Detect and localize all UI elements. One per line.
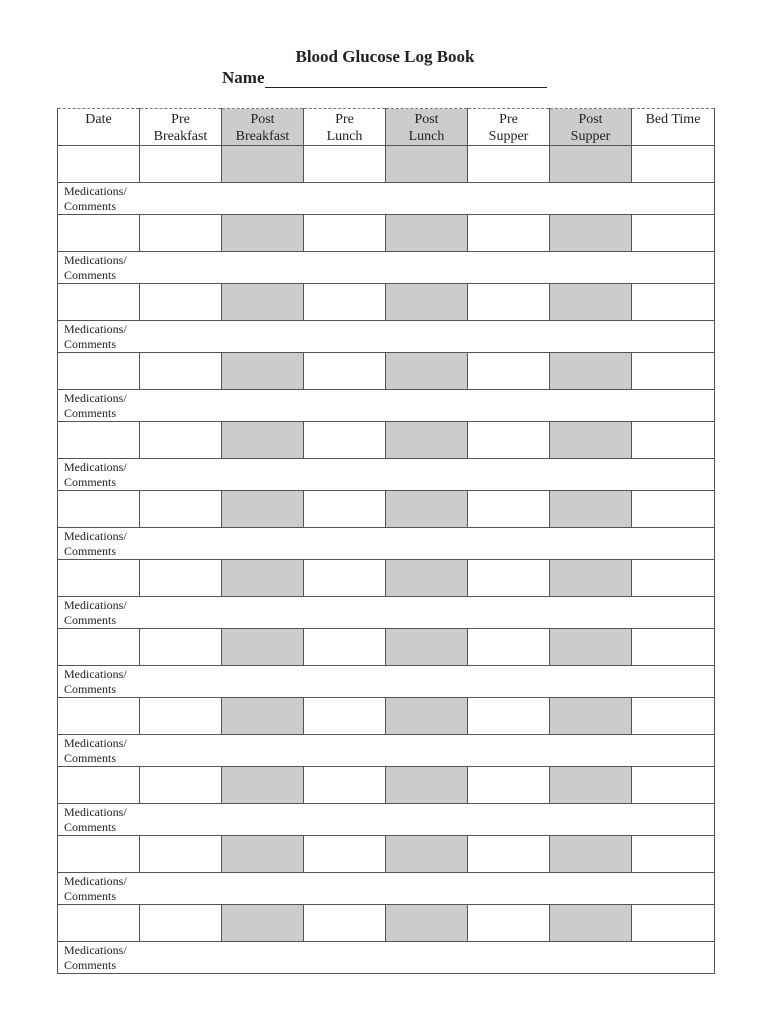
medications-comments-cell[interactable]: Medications/ Comments — [58, 942, 715, 974]
header-row — [58, 109, 715, 146]
comment-row — [58, 666, 715, 698]
comment-row — [58, 528, 715, 560]
comment-row — [58, 942, 715, 974]
reading-cell[interactable] — [140, 698, 222, 735]
reading-cell[interactable] — [386, 836, 468, 873]
reading-cell[interactable] — [140, 629, 222, 666]
reading-cell[interactable] — [222, 353, 304, 390]
column-header: Pre Lunch — [304, 109, 386, 146]
medications-comments-cell[interactable]: Medications/ Comments — [58, 873, 715, 905]
reading-cell[interactable] — [140, 422, 222, 459]
column-header: Post Lunch — [386, 109, 468, 146]
column-header: Post Supper — [550, 109, 632, 146]
reading-cell[interactable] — [222, 284, 304, 321]
reading-cell[interactable] — [58, 422, 140, 459]
reading-cell[interactable] — [632, 629, 715, 666]
column-header: Bed Time — [632, 109, 715, 146]
reading-cell[interactable] — [140, 836, 222, 873]
reading-cell[interactable] — [468, 491, 550, 528]
reading-cell[interactable] — [140, 353, 222, 390]
reading-cell[interactable] — [304, 560, 386, 597]
glucose-log-table — [57, 108, 715, 974]
reading-cell[interactable] — [222, 491, 304, 528]
reading-cell[interactable] — [632, 560, 715, 597]
comment-row — [58, 183, 715, 215]
column-header: Post Breakfast — [222, 109, 304, 146]
reading-cell[interactable] — [468, 353, 550, 390]
column-header: Pre Breakfast — [140, 109, 222, 146]
reading-cell[interactable] — [386, 629, 468, 666]
comment-row — [58, 459, 715, 491]
reading-cell[interactable] — [140, 215, 222, 252]
reading-cell[interactable] — [632, 422, 715, 459]
reading-cell[interactable] — [386, 284, 468, 321]
name-blank-line[interactable] — [265, 70, 547, 88]
reading-cell[interactable] — [550, 353, 632, 390]
reading-cell[interactable] — [58, 146, 140, 183]
reading-row — [58, 146, 715, 183]
reading-cell[interactable] — [550, 698, 632, 735]
medications-comments-cell[interactable]: Medications/ Comments — [58, 459, 715, 491]
comment-row — [58, 873, 715, 905]
reading-cell[interactable] — [468, 215, 550, 252]
reading-row — [58, 767, 715, 804]
reading-cell[interactable] — [468, 422, 550, 459]
reading-cell[interactable] — [468, 767, 550, 804]
reading-row — [58, 491, 715, 528]
reading-row — [58, 836, 715, 873]
reading-cell[interactable] — [304, 146, 386, 183]
reading-cell[interactable] — [468, 560, 550, 597]
medications-comments-cell[interactable]: Medications/ Comments — [58, 183, 715, 215]
reading-cell[interactable] — [550, 836, 632, 873]
reading-cell[interactable] — [222, 422, 304, 459]
reading-cell[interactable] — [304, 284, 386, 321]
name-field — [222, 68, 547, 88]
reading-cell[interactable] — [468, 284, 550, 321]
reading-cell[interactable] — [468, 629, 550, 666]
reading-row — [58, 629, 715, 666]
reading-cell[interactable] — [550, 284, 632, 321]
reading-row — [58, 215, 715, 252]
reading-cell[interactable] — [58, 215, 140, 252]
reading-cell[interactable] — [222, 905, 304, 942]
reading-cell[interactable] — [632, 767, 715, 804]
medications-comments-cell[interactable]: Medications/ Comments — [58, 321, 715, 353]
reading-cell[interactable] — [304, 698, 386, 735]
reading-cell[interactable] — [304, 767, 386, 804]
reading-cell[interactable] — [468, 146, 550, 183]
reading-cell[interactable] — [140, 560, 222, 597]
reading-cell[interactable] — [58, 284, 140, 321]
reading-cell[interactable] — [304, 629, 386, 666]
reading-cell[interactable] — [632, 491, 715, 528]
reading-cell[interactable] — [222, 215, 304, 252]
reading-cell[interactable] — [632, 698, 715, 735]
reading-cell[interactable] — [550, 491, 632, 528]
medications-comments-cell[interactable]: Medications/ Comments — [58, 804, 715, 836]
comment-row — [58, 804, 715, 836]
reading-cell[interactable] — [304, 836, 386, 873]
reading-cell[interactable] — [550, 905, 632, 942]
page-title: Blood Glucose Log Book — [295, 47, 475, 66]
reading-cell[interactable] — [468, 905, 550, 942]
reading-cell[interactable] — [222, 698, 304, 735]
medications-comments-cell[interactable]: Medications/ Comments — [58, 735, 715, 767]
reading-cell[interactable] — [632, 353, 715, 390]
column-header: Pre Supper — [468, 109, 550, 146]
reading-cell[interactable] — [550, 767, 632, 804]
reading-cell[interactable] — [550, 629, 632, 666]
reading-cell[interactable] — [140, 905, 222, 942]
reading-row — [58, 698, 715, 735]
reading-row — [58, 905, 715, 942]
reading-cell[interactable] — [632, 284, 715, 321]
reading-cell[interactable] — [140, 767, 222, 804]
reading-cell[interactable] — [58, 905, 140, 942]
reading-cell[interactable] — [58, 698, 140, 735]
reading-cell[interactable] — [386, 560, 468, 597]
medications-comments-cell[interactable]: Medications/ Comments — [58, 390, 715, 422]
reading-cell[interactable] — [550, 422, 632, 459]
reading-cell[interactable] — [632, 905, 715, 942]
reading-cell[interactable] — [304, 905, 386, 942]
reading-cell[interactable] — [632, 215, 715, 252]
reading-row — [58, 422, 715, 459]
reading-cell[interactable] — [386, 491, 468, 528]
reading-cell[interactable] — [140, 284, 222, 321]
reading-cell[interactable] — [58, 491, 140, 528]
reading-cell[interactable] — [468, 836, 550, 873]
reading-cell[interactable] — [386, 767, 468, 804]
reading-cell[interactable] — [222, 146, 304, 183]
reading-cell[interactable] — [222, 767, 304, 804]
reading-cell[interactable] — [222, 629, 304, 666]
reading-cell[interactable] — [140, 491, 222, 528]
reading-cell[interactable] — [386, 698, 468, 735]
column-header: Date — [58, 109, 140, 146]
reading-cell[interactable] — [386, 353, 468, 390]
comment-row — [58, 321, 715, 353]
reading-cell[interactable] — [386, 905, 468, 942]
reading-cell[interactable] — [386, 215, 468, 252]
reading-row — [58, 353, 715, 390]
reading-row — [58, 560, 715, 597]
reading-cell[interactable] — [58, 629, 140, 666]
reading-cell[interactable] — [222, 560, 304, 597]
medications-comments-cell[interactable]: Medications/ Comments — [58, 597, 715, 629]
reading-cell[interactable] — [386, 422, 468, 459]
reading-cell[interactable] — [58, 353, 140, 390]
reading-row — [58, 284, 715, 321]
medications-comments-cell[interactable]: Medications/ Comments — [58, 252, 715, 284]
comment-row — [58, 735, 715, 767]
reading-cell[interactable] — [304, 491, 386, 528]
name-label: Name — [222, 68, 265, 87]
reading-cell[interactable] — [632, 146, 715, 183]
reading-cell[interactable] — [304, 422, 386, 459]
reading-cell[interactable] — [386, 146, 468, 183]
reading-cell[interactable] — [58, 836, 140, 873]
comment-row — [58, 597, 715, 629]
reading-cell[interactable] — [468, 698, 550, 735]
comment-row — [58, 390, 715, 422]
comment-row — [58, 252, 715, 284]
reading-cell[interactable] — [550, 146, 632, 183]
reading-cell[interactable] — [58, 560, 140, 597]
reading-cell[interactable] — [632, 836, 715, 873]
reading-cell[interactable] — [140, 146, 222, 183]
reading-cell[interactable] — [550, 215, 632, 252]
reading-cell[interactable] — [304, 353, 386, 390]
medications-comments-cell[interactable]: Medications/ Comments — [58, 528, 715, 560]
reading-cell[interactable] — [58, 767, 140, 804]
reading-cell[interactable] — [550, 560, 632, 597]
reading-cell[interactable] — [222, 836, 304, 873]
medications-comments-cell[interactable]: Medications/ Comments — [58, 666, 715, 698]
reading-cell[interactable] — [304, 215, 386, 252]
